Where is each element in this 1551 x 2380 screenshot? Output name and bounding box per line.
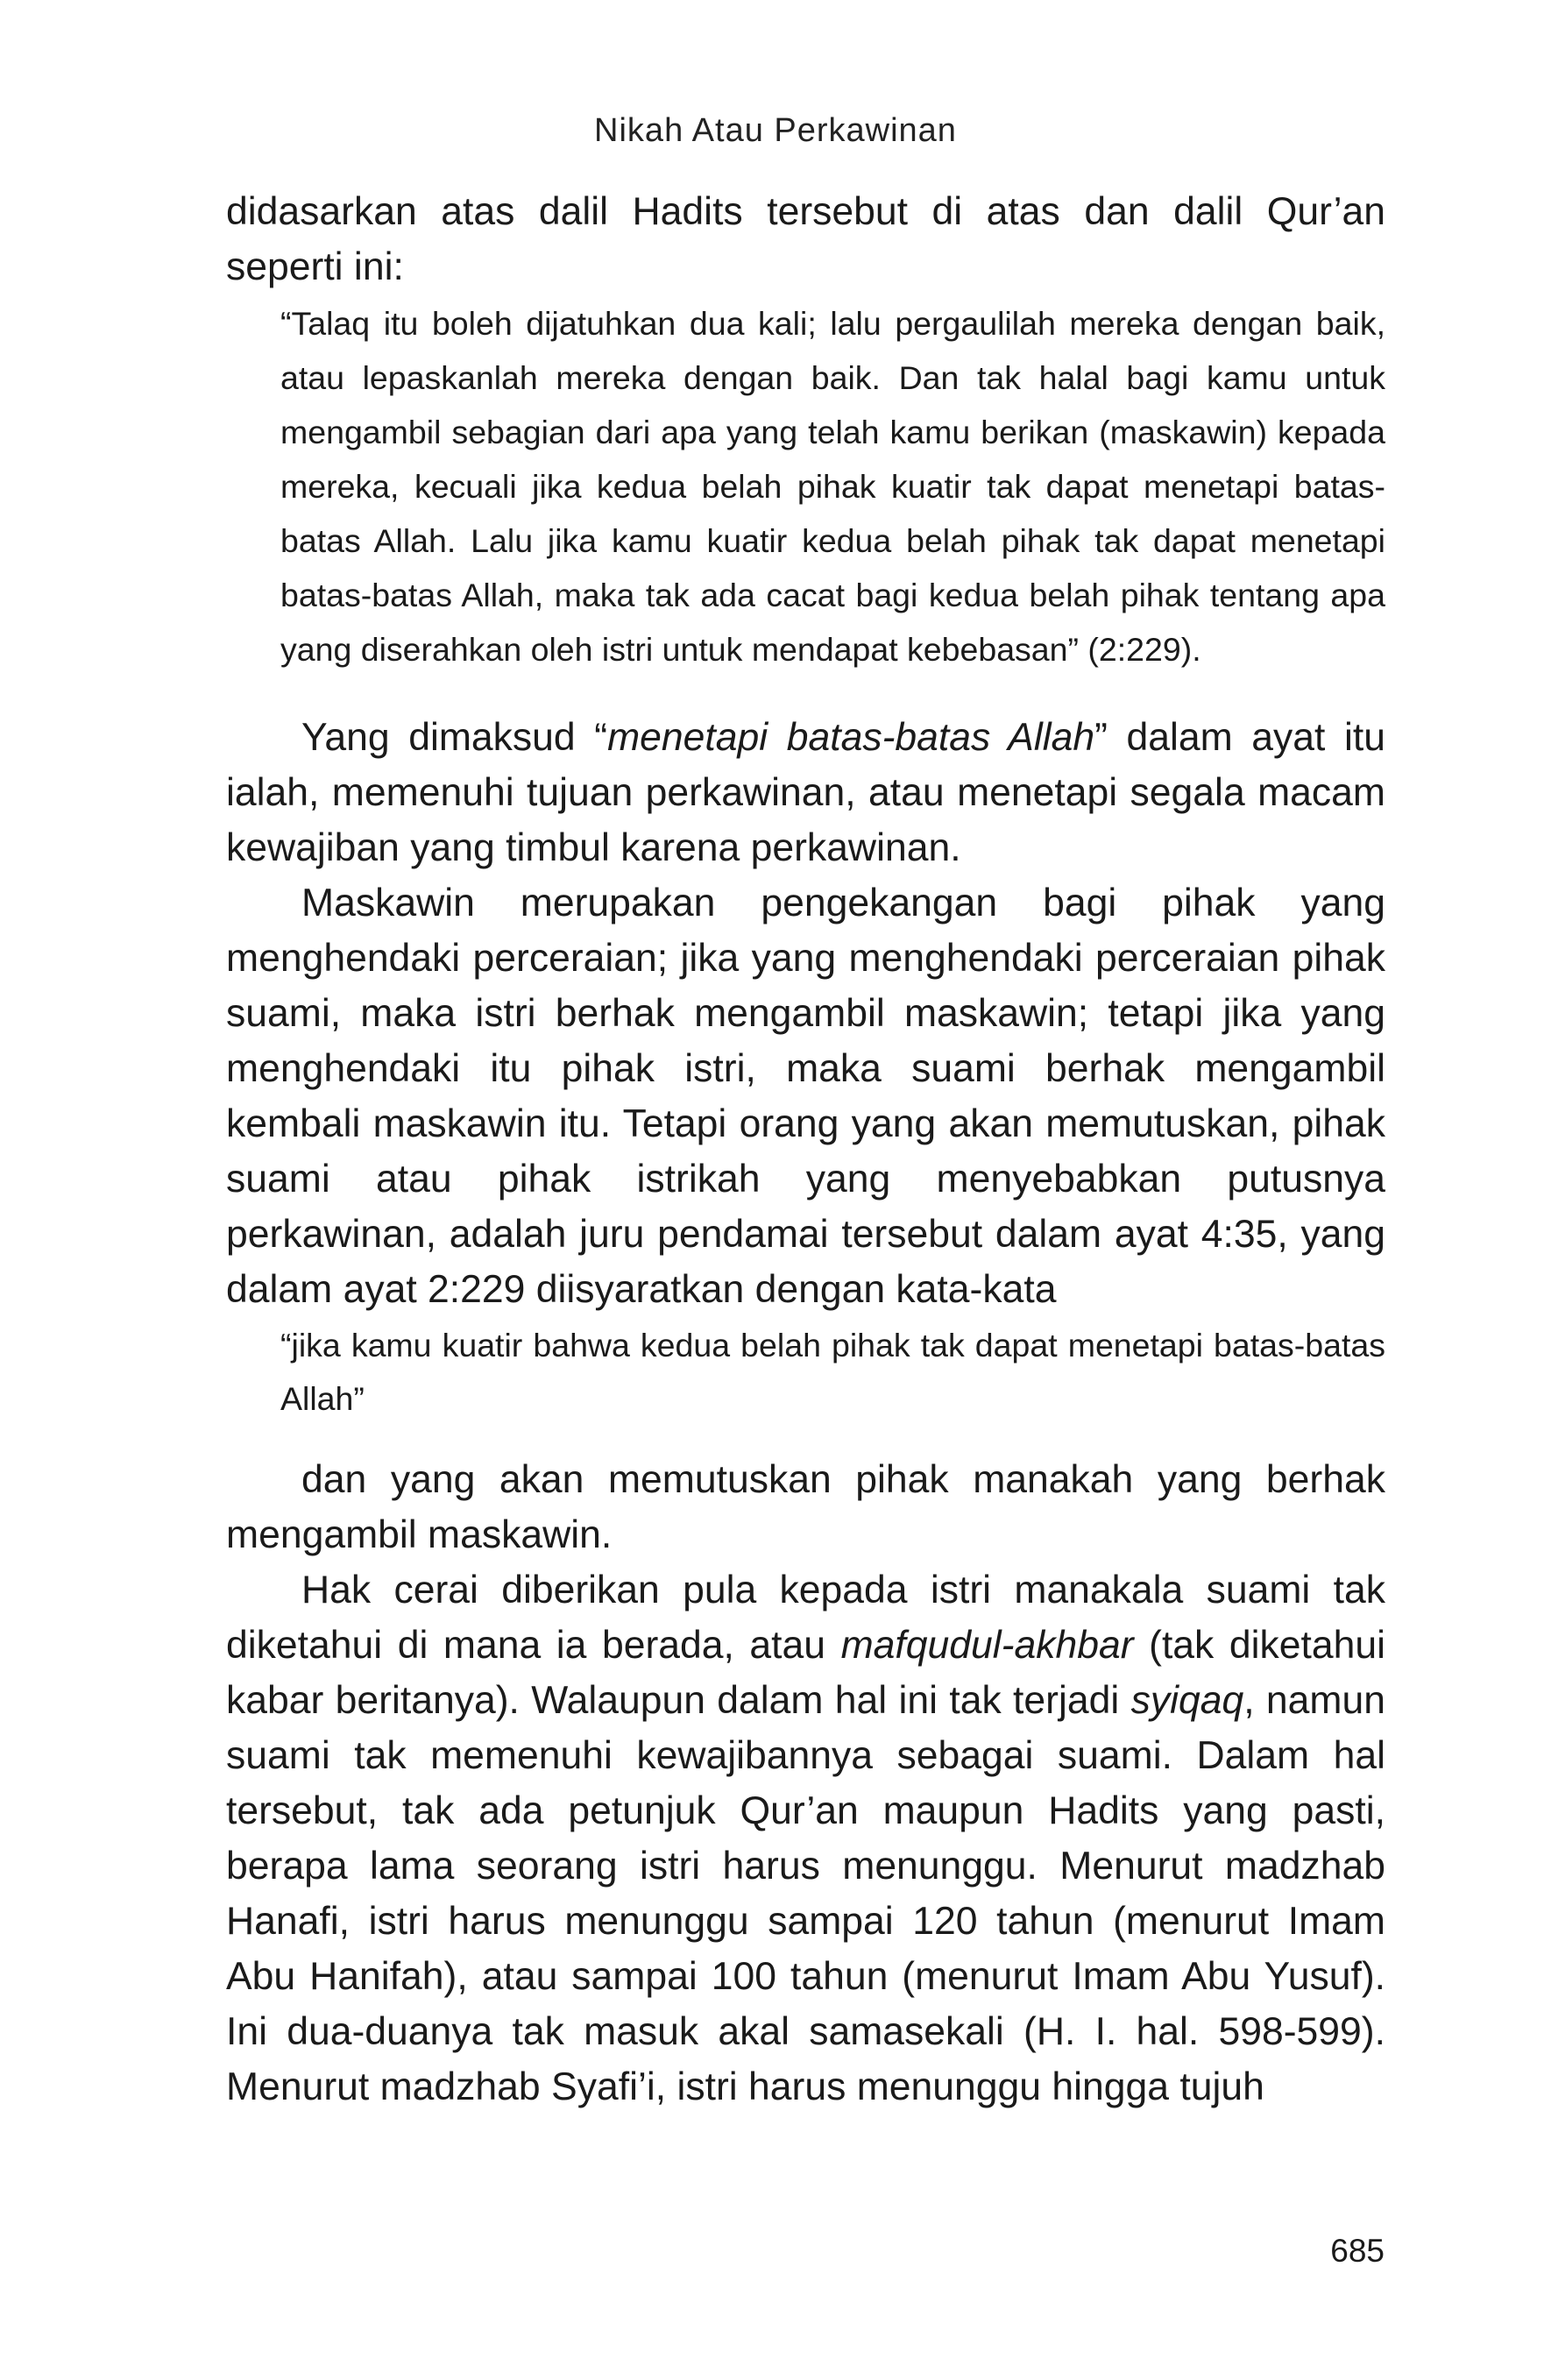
emphasis-term: mafqudul-akhbar bbox=[840, 1624, 1134, 1667]
text-span: Hak cerai diberikan pula kepada istri manakala suami tak diketahui di mana ia berada, atau bbox=[226, 1569, 1385, 1667]
text-span: Yang dimaksud “ bbox=[301, 716, 608, 759]
paragraph-maskawin: Maskawin merupakan pengekangan bagi pihak yang menghendaki perceraian; jika yang menghendaki perceraian pihak suami, maka istri berhak mengambil maskawin; tetapi jika yang menghendaki itu pihak istri, maka suami berhak mengambil kembali maskawin itu. Tetapi orang yang akan memutuskan, pihak suami atau pihak istrikah yang menyebabkan putusnya perkawinan, adalah juru pendamai tersebut dalam ayat 4:35, yang dalam ayat 2:229 diisyaratkan dengan kata-kata bbox=[226, 882, 1385, 1311]
block-quote-verse-2-229: “Talaq itu boleh dijatuhkan dua kali; lalu pergaulilah mereka dengan baik, atau lepaskanlah mereka dengan baik. Dan tak halal bagi kamu untuk mengambil sebagian dari apa yang telah kamu berikan (maskawin) kepada mereka, kecuali jika kedua belah pihak kuatir tak dapat menetapi batas-batas Allah. Lalu jika kamu kuatir kedua belah pihak tak dapat menetapi batas-batas Allah, maka tak ada cacat bagi kedua belah pihak tentang apa yang diserahkan oleh istri untuk mendapat kebebasan” (2:229). bbox=[280, 305, 1385, 668]
text-span: , namun suami tak memenuhi kewajibannya sebagai suami. Dalam hal tersebut, tak ada petunjuk Qur’an maupun Hadits yang pasti, berapa lama seorang istri harus menunggu. Menurut madzhab Hanafi, istri harus menunggu sampai 120 tahun (menurut Imam Abu Hanifah), atau sampai 100 tahun (menurut Imam Abu Yusuf). Ini dua-duanya tak masuk akal samasekali (H. I. hal. 598-599). Menurut madzhab Syafi’i, istri harus menunggu hingga tujuh bbox=[226, 1679, 1385, 2108]
paragraph-continued: didasarkan atas dalil Hadits tersebut di atas dan dalil Qur’an seperti ini: bbox=[226, 190, 1385, 288]
text-span: ” dalam ayat itu ialah, memenuhi tujuan perkawinan, atau menetapi segala macam kewajiban yang timbul karena perkawinan. bbox=[226, 716, 1385, 869]
emphasis-term: syiqaq bbox=[1130, 1679, 1244, 1722]
page-body bbox=[226, 184, 1385, 2114]
paragraph-explanation bbox=[226, 710, 1385, 875]
emphasis-term: menetapi batas-batas Allah bbox=[607, 716, 1095, 759]
paragraph-decision: dan yang akan memutuskan pihak manakah yang berhak mengambil maskawin. bbox=[226, 1458, 1385, 1556]
paragraph-divorce-right bbox=[226, 1562, 1385, 2114]
block-quote-short: “jika kamu kuatir bahwa kedua belah pihak tak dapat menetapi batas-batas Allah” bbox=[280, 1327, 1385, 1417]
page-number: 685 bbox=[1330, 2233, 1385, 2269]
text-span: (tak diketahui kabar beritanya). Walaupun dalam hal ini tak terjadi bbox=[226, 1624, 1385, 1722]
running-header: Nikah Atau Perkawinan bbox=[594, 112, 957, 149]
